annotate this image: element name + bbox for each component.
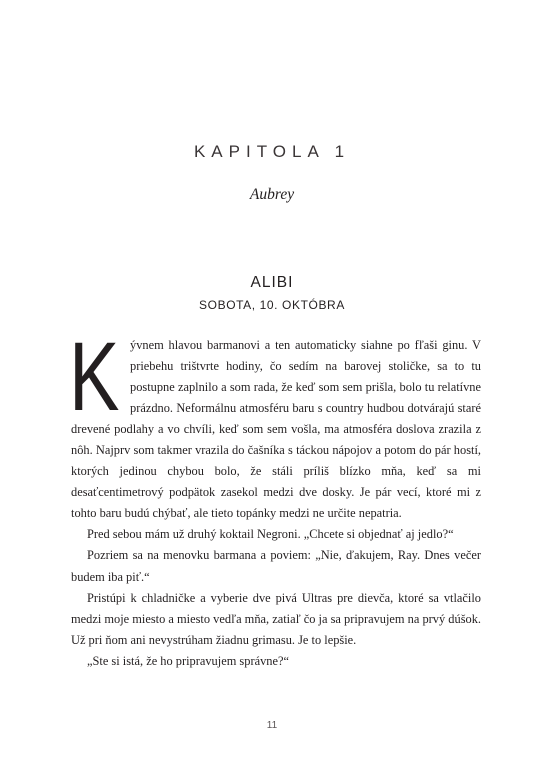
drop-cap: K <box>69 322 120 431</box>
pov-character-name: Aubrey <box>249 186 295 203</box>
paragraph: Pristúpi k chladničke a vyberie dve pivá Ultras pre dievča, ktoré sa vtlačilo medzi moje miesto a miesto vedľa mňa, zatiaľ čo ja sa pripravujem na prvý dúšok. Už pri ňom ani nevystrúham žiadnu grimasu. Je to lepšie. <box>71 590 481 647</box>
paragraph: Pred sebou mám už druhý koktail Negroni. „Chcete si objednať aj jedlo?“ <box>87 527 454 542</box>
first-paragraph <box>69 322 481 524</box>
paragraph: „Ste si istá, že ho pripravujem správne?“ <box>87 653 289 668</box>
section-title: ALIBI <box>250 274 294 291</box>
body-text <box>69 322 481 672</box>
page-number: 11 <box>266 720 278 731</box>
first-paragraph-text: ývnem hlavou barmanovi a ten automaticky siahne po fľaši ginu. V priebehu trištvrte hodiny, čo sedím na barovej stoličke, sa to tu postupne zaplnilo a som rada, že keď som sem prišla, bolo tu relatívne prázdno. Neformálnu atmosféru baru s country hudbou dotvárajú staré drevené podlahy a vo chvíli, keď som sem vošla, ma atmosféra doslova zrazila z nôh. Najprv som takmer vrazila do čašníka s táckou nápojov a potom do pár hostí, ktorých jedinou chybou bolo, že stáli príliš blízko mňa, keď sa mi desaťcentimetrový podpätok zasekol medzi dve dosky. Je pár vecí, ktoré mi z tohto baru budú chýbať, ale tieto topánky medzi ne určite nepatria. <box>71 338 481 521</box>
paragraph: Pozriem sa na menovku barmana a poviem: „Nie, ďakujem, Ray. Dnes večer budem iba piť.“ <box>71 548 481 584</box>
chapter-heading: KAPITOLA 1 <box>193 142 351 161</box>
section-date: SOBOTA, 10. OKTÓBRA <box>199 298 345 312</box>
